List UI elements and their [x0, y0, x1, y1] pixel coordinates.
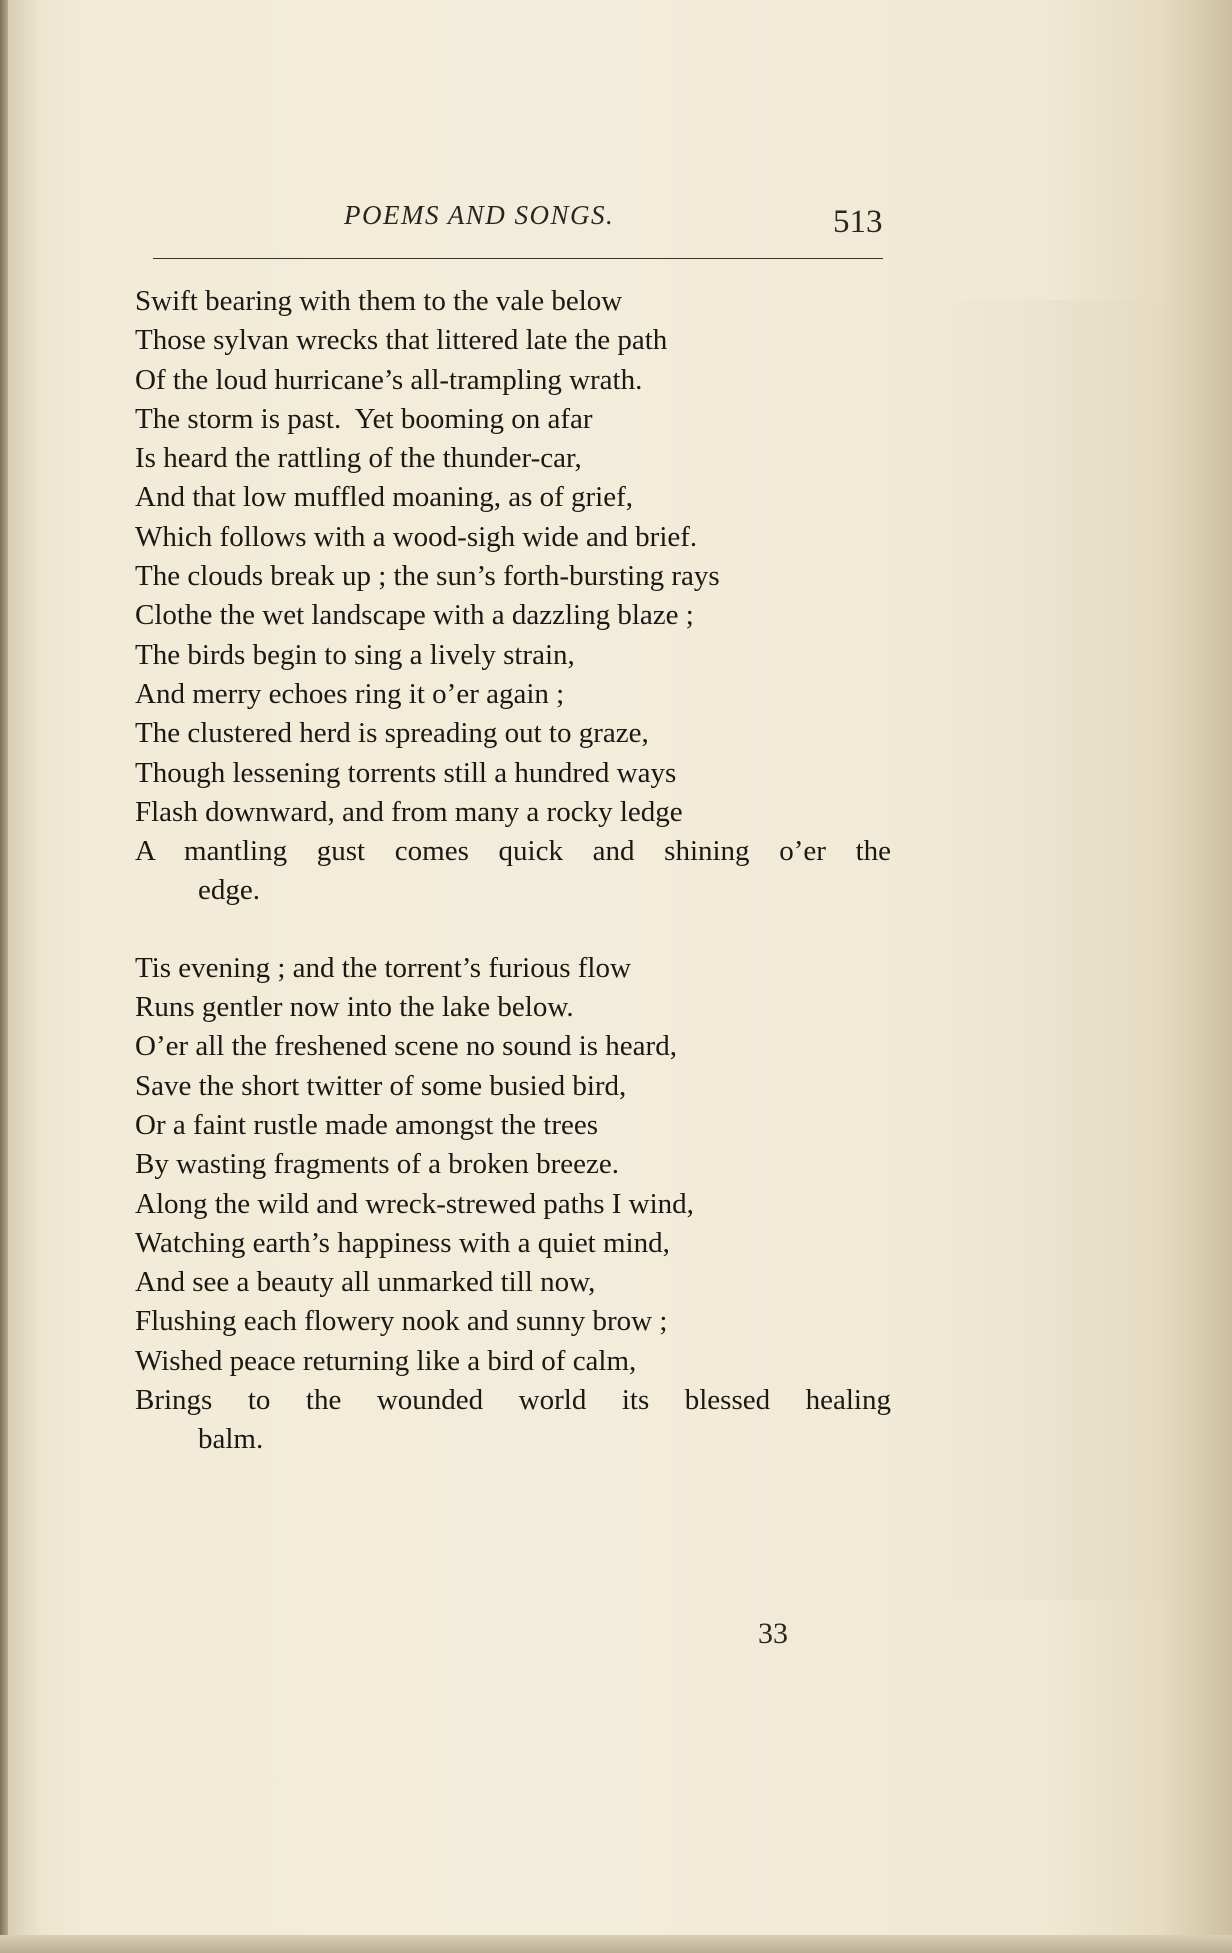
- poem-line: By wasting fragments of a broken breeze.: [135, 1148, 619, 1181]
- poem-line: Is heard the rattling of the thunder-car,: [135, 442, 582, 475]
- poem-line: Of the loud hurricane’s all-trampling wrath.: [135, 363, 643, 396]
- page-binding-edge: [0, 0, 8, 1953]
- poem-line: Save the short twitter of some busied bird,: [135, 1069, 627, 1102]
- stanza: [135, 282, 895, 911]
- poem-line: Those sylvan wrecks that littered late the path: [135, 324, 668, 357]
- show-through-shading: [930, 300, 1190, 1600]
- poem-line: And that low muffled moaning, as of grief,: [135, 481, 633, 514]
- running-head: [150, 200, 890, 270]
- poem-line: Or a faint rustle made amongst the trees: [135, 1108, 599, 1141]
- poem-line: Though lessening torrents still a hundred ways: [135, 756, 677, 789]
- page-number: 513: [833, 204, 883, 240]
- poem-line: Which follows with a wood-sigh wide and brief.: [135, 520, 698, 553]
- poem-line: Runs gentler now into the lake below.: [135, 991, 574, 1024]
- stanza: [135, 949, 895, 1460]
- running-title: POEMS AND SONGS.: [344, 200, 615, 230]
- poem-line: Clothe the wet landscape with a dazzling blaze ;: [135, 599, 694, 632]
- page-bottom-edge: [0, 1935, 1232, 1953]
- poem-line-continuation: edge.: [198, 874, 260, 907]
- poem-line: And see a beauty all unmarked till now,: [135, 1266, 596, 1299]
- poem-line: Flash downward, and from many a rocky ledge: [135, 795, 683, 828]
- poem-line: A mantling gust comes quick and shining o’er the: [135, 835, 891, 868]
- poem-line: Swift bearing with them to the vale below: [135, 285, 623, 317]
- poem-line: O’er all the freshened scene no sound is heard,: [135, 1030, 677, 1063]
- poem-line: Brings to the wounded world its blessed healing: [135, 1384, 891, 1417]
- poem-line: Wished peace returning like a bird of calm,: [135, 1344, 637, 1377]
- poem-line: The clustered herd is spreading out to graze,: [135, 717, 649, 750]
- poem-text: [135, 282, 895, 1460]
- poem-line: And merry echoes ring it o’er again ;: [135, 677, 565, 710]
- signature-mark: 33: [758, 1617, 788, 1650]
- poem-line: The clouds break up ; the sun’s forth-bursting rays: [135, 560, 720, 593]
- poem-line: Along the wild and wreck-strewed paths I wind,: [135, 1187, 694, 1220]
- poem-line: Flushing each flowery nook and sunny brow ;: [135, 1305, 668, 1338]
- poem-line: The storm is past. Yet booming on afar: [135, 402, 593, 435]
- header-rule: [153, 258, 883, 259]
- poem-line: The birds begin to sing a lively strain,: [135, 638, 575, 671]
- poem-line-continuation: balm.: [198, 1423, 264, 1456]
- poem-line: Tis evening ; and the torrent’s furious flow: [135, 951, 631, 984]
- poem-line: Watching earth’s happiness with a quiet mind,: [135, 1226, 670, 1259]
